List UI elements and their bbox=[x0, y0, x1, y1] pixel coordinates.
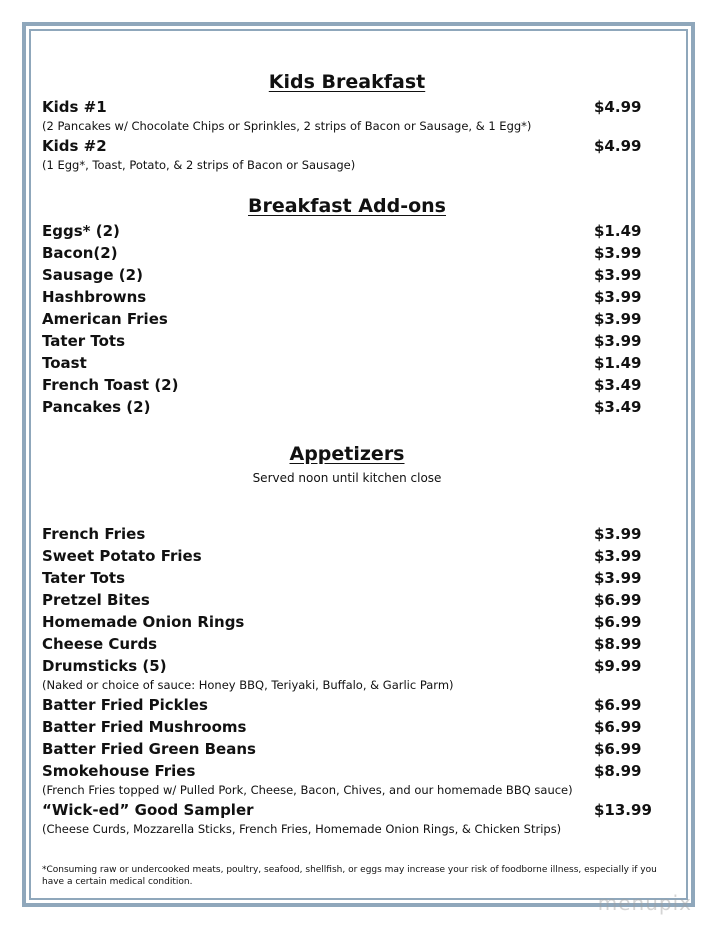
item-price: $3.99 bbox=[594, 569, 642, 587]
item-name: Pretzel Bites bbox=[42, 591, 150, 609]
menu-item bbox=[42, 308, 652, 330]
menu-item bbox=[42, 96, 652, 118]
item-price: $3.99 bbox=[594, 525, 642, 543]
item-price: $6.99 bbox=[594, 613, 642, 631]
item-price: $6.99 bbox=[594, 591, 642, 609]
item-name: Pancakes (2) bbox=[42, 398, 151, 416]
section-title-appetizers: Appetizers bbox=[289, 443, 405, 465]
menu-item bbox=[42, 694, 652, 716]
item-note: (French Fries topped w/ Pulled Pork, Cheese, Bacon, Chives, and our homemade BBQ sauce) bbox=[42, 783, 573, 797]
item-name: Eggs* (2) bbox=[42, 222, 120, 240]
item-note: (2 Pancakes w/ Chocolate Chips or Sprinkles, 2 strips of Bacon or Sausage, & 1 Egg*) bbox=[42, 119, 532, 133]
item-name: Smokehouse Fries bbox=[42, 762, 196, 780]
item-name: Kids #2 bbox=[42, 137, 107, 155]
item-price: $3.99 bbox=[594, 547, 642, 565]
item-price: $4.99 bbox=[594, 137, 642, 155]
kids-breakfast-section bbox=[42, 70, 652, 174]
menu-item bbox=[42, 396, 652, 418]
appetizers-subtitle: Served noon until kitchen close bbox=[252, 471, 442, 485]
menu-item bbox=[42, 523, 652, 545]
menu-item bbox=[42, 611, 652, 633]
item-name: Bacon(2) bbox=[42, 244, 118, 262]
item-name: French Toast (2) bbox=[42, 376, 179, 394]
item-price: $6.99 bbox=[594, 718, 642, 736]
item-name: Batter Fried Pickles bbox=[42, 696, 208, 714]
menu-item bbox=[42, 242, 652, 264]
item-name: Hashbrowns bbox=[42, 288, 147, 306]
item-price: $1.49 bbox=[594, 222, 642, 240]
item-price: $8.99 bbox=[594, 762, 642, 780]
item-name: Sweet Potato Fries bbox=[42, 547, 202, 565]
item-price: $3.99 bbox=[594, 266, 642, 284]
item-name: French Fries bbox=[42, 525, 146, 543]
watermark-logo: menupix bbox=[597, 891, 692, 915]
item-price: $3.99 bbox=[594, 310, 642, 328]
appetizers-section bbox=[42, 442, 652, 838]
item-price: $13.99 bbox=[594, 801, 652, 819]
item-price: $3.99 bbox=[594, 288, 642, 306]
item-price: $3.99 bbox=[594, 332, 642, 350]
item-name: “Wick-ed” Good Sampler bbox=[42, 801, 254, 819]
menu-item bbox=[42, 799, 652, 821]
menu-item bbox=[42, 589, 652, 611]
menu-item bbox=[42, 567, 652, 589]
menu-item bbox=[42, 374, 652, 396]
item-name: American Fries bbox=[42, 310, 168, 328]
item-price: $6.99 bbox=[594, 740, 642, 758]
item-price: $6.99 bbox=[594, 696, 642, 714]
menu-item bbox=[42, 633, 652, 655]
menu-item bbox=[42, 545, 652, 567]
menu-item bbox=[42, 286, 652, 308]
section-title-breakfast-addons: Breakfast Add-ons bbox=[248, 195, 446, 217]
item-note: (Naked or choice of sauce: Honey BBQ, Teriyaki, Buffalo, & Garlic Parm) bbox=[42, 678, 454, 692]
item-name: Homemade Onion Rings bbox=[42, 613, 245, 631]
item-note: (Cheese Curds, Mozzarella Sticks, French Fries, Homemade Onion Rings, & Chicken Strips) bbox=[42, 822, 562, 836]
item-price: $3.99 bbox=[594, 244, 642, 262]
item-name: Cheese Curds bbox=[42, 635, 158, 653]
menu-item bbox=[42, 738, 652, 760]
menu-item bbox=[42, 760, 652, 782]
item-name: Batter Fried Mushrooms bbox=[42, 718, 247, 736]
section-title-kids-breakfast: Kids Breakfast bbox=[268, 71, 426, 93]
item-name: Kids #1 bbox=[42, 98, 107, 116]
item-price: $4.99 bbox=[594, 98, 642, 116]
item-price: $3.49 bbox=[594, 398, 642, 416]
menu-item bbox=[42, 655, 652, 677]
breakfast-addons-section bbox=[42, 194, 652, 418]
menu-item bbox=[42, 352, 652, 374]
menu-item bbox=[42, 135, 652, 157]
item-price: $9.99 bbox=[594, 657, 642, 675]
menu-item bbox=[42, 220, 652, 242]
item-price: $1.49 bbox=[594, 354, 642, 372]
menu-item bbox=[42, 330, 652, 352]
foodborne-illness-disclaimer: *Consuming raw or undercooked meats, poultry, seafood, shellfish, or eggs may increase your risk of foodborne illness, especially if you have a certain medical condition. bbox=[42, 865, 657, 887]
item-name: Drumsticks (5) bbox=[42, 657, 167, 675]
item-name: Batter Fried Green Beans bbox=[42, 740, 256, 758]
menu-item bbox=[42, 716, 652, 738]
item-price: $8.99 bbox=[594, 635, 642, 653]
item-name: Tater Tots bbox=[42, 332, 126, 350]
menu-content bbox=[42, 70, 652, 838]
item-price: $3.49 bbox=[594, 376, 642, 394]
item-name: Toast bbox=[42, 354, 87, 372]
item-name: Tater Tots bbox=[42, 569, 126, 587]
menu-item bbox=[42, 264, 652, 286]
item-name: Sausage (2) bbox=[42, 266, 143, 284]
item-note: (1 Egg*, Toast, Potato, & 2 strips of Bacon or Sausage) bbox=[42, 158, 356, 172]
